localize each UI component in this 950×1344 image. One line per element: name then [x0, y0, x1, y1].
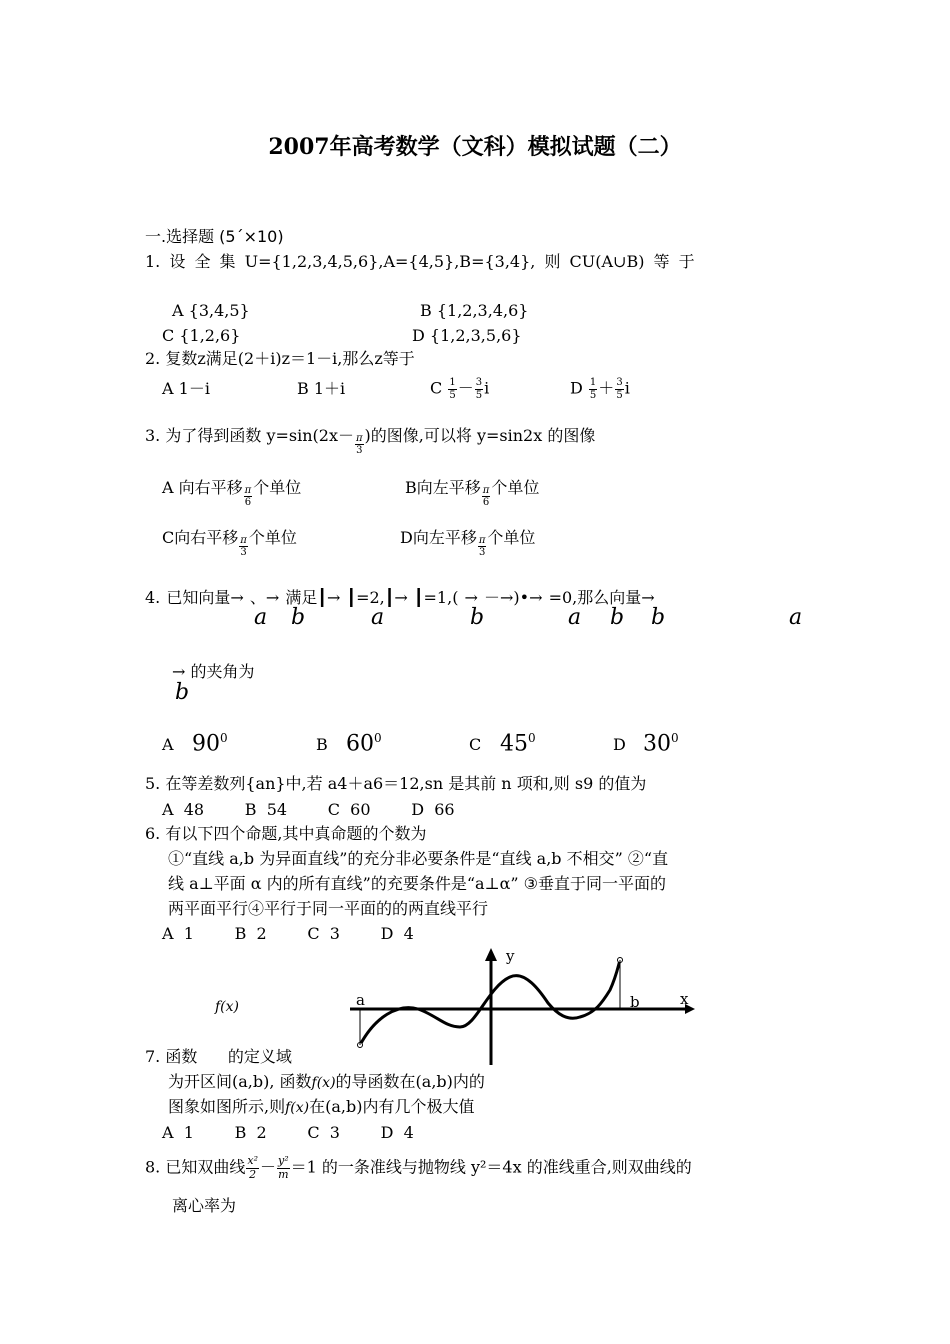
- q8-line2: 离心率为: [172, 1196, 237, 1215]
- q2-option-d: D $\frac{1}{5}$ ＋ $\frac{3}{5}$ i: [570, 377, 630, 401]
- q4-vec-a-1: a: [254, 605, 268, 630]
- q3-option-b: B向左平移 $\frac{\pi}{6}$ 个单位: [405, 478, 540, 508]
- q4-line2: → 的夹角为: [172, 662, 255, 681]
- q2-d-label: D: [570, 378, 583, 398]
- q6-line3: 两平面平行④平行于同一平面的的两直线平行: [168, 899, 489, 918]
- q3-option-c: C向右平移 $\frac{\pi}{3}$ 个单位: [162, 528, 297, 558]
- q8-stem: 8. 已知双曲线 $\frac{\text{x²}}{2}$ － $\frac{\text{y²}}{m}$ ＝1 的一条准线与抛物线 y²＝4x 的准线重合,则双曲线的: [145, 1154, 692, 1181]
- q4-option-c-value: $45^0$: [500, 731, 536, 757]
- q1-option-c: C {1,2,6}: [162, 326, 241, 345]
- q4-vec-a-3: a: [568, 605, 582, 630]
- q2-c-label: C: [430, 378, 443, 398]
- q3-stem: 3. 为了得到函数 y=sin(2x－ $\frac{\pi}{3}$ )的图像,可以将 y=sin2x 的图像: [145, 426, 596, 456]
- q4-vec-a-4: a: [789, 605, 803, 630]
- q4-vec-b-3: b: [610, 605, 625, 630]
- q2-c-frac2: $\frac{3}{5}$: [475, 377, 483, 401]
- label-a: a: [356, 991, 365, 1009]
- q3-option-d: D向左平移 $\frac{\pi}{3}$ 个单位: [400, 528, 536, 558]
- q2-option-a: A 1－i: [162, 379, 210, 398]
- label-x: x: [680, 990, 689, 1008]
- q7-line2: 为开区间(a,b), 函数f(x)的导函数在(a,b)内的: [168, 1072, 485, 1091]
- q5-stem: 5. 在等差数列{an}中,若 a4＋a6＝12,sn 是其前 n 项和,则 s9 的值为: [145, 774, 647, 793]
- q1-option-a: A {3,4,5}: [172, 301, 250, 320]
- q4-option-d-label: D: [613, 735, 626, 754]
- q6-line2: 线 a⊥平面 α 内的所有直线”的充要条件是“a⊥α” ③垂直于同一平面的: [168, 874, 667, 893]
- q1-option-d: D {1,2,3,5,6}: [412, 326, 522, 345]
- q6-stem: 6. 有以下四个命题,其中真命题的个数为: [145, 824, 427, 843]
- q7-options: A 1 B 2 C 3 D 4: [162, 1123, 414, 1142]
- q4-stem: 4. 已知向量→ 、→ 满足┃→ ┃=2,┃→ ┃=1,( → －→)•→ =0,那么向量→: [145, 588, 655, 607]
- q4-option-b-label: B: [316, 735, 328, 754]
- q7-stem: 7. 函数 的定义域: [145, 1047, 292, 1066]
- q2-d-frac1: $\frac{1}{5}$: [589, 377, 597, 401]
- q4-vec-b-4: b: [651, 605, 666, 630]
- label-b: b: [630, 993, 640, 1011]
- q4-vec-b-1: b: [291, 605, 306, 630]
- q4-option-a-value: $90^0$: [192, 731, 228, 757]
- q7-fx-label: f(x): [215, 999, 240, 1015]
- q4-option-c-label: C: [469, 735, 482, 754]
- q2-stem: 2. 复数z满足(2＋i)z＝1－i,那么z等于: [145, 349, 415, 368]
- q8-frac-y: $\frac{\text{y²}}{m}$: [278, 1154, 289, 1181]
- section-heading: 一.选择题 (5´×10): [145, 227, 284, 246]
- q4-vec-a-2: a: [371, 605, 385, 630]
- q7-line3: 图象如图所示,则f(x)在(a,b)内有几个极大值: [168, 1097, 475, 1116]
- q2-option-c: C $\frac{1}{5}$ － $\frac{3}{5}$ i: [430, 377, 490, 401]
- q2-option-b: B 1＋i: [297, 379, 346, 398]
- q2-c-frac1: $\frac{1}{5}$: [449, 377, 456, 401]
- q3-frac-pi-3: $\frac{\pi}{3}$: [355, 432, 363, 456]
- q1-stem: 1. 设 全 集 U={1,2,3,4,5,6},A={4,5},B={3,4}, 则 CU(A∪B) 等 于: [145, 252, 695, 271]
- label-y: y: [506, 947, 515, 965]
- q4-option-d-value: $30^0$: [643, 731, 679, 757]
- q5-options: A 48 B 54 C 60 D 66: [162, 800, 455, 819]
- q3-option-a: A 向右平移 $\frac{\pi}{6}$ 个单位: [162, 478, 302, 508]
- y-axis-arrow: [485, 948, 497, 961]
- q4-option-b-value: $60^0$: [346, 731, 382, 757]
- q4-vec-b-2: b: [470, 605, 485, 630]
- q6-line1: ①“直线 a,b 为异面直线”的充分非必要条件是“直线 a,b 不相交” ②“直: [168, 849, 669, 868]
- q8-frac-x: $\frac{\text{x²}}{2}$: [247, 1154, 258, 1181]
- q4-vec-b-5: b: [175, 680, 190, 705]
- q1-option-b: B {1,2,3,4,6}: [420, 301, 529, 320]
- q2-d-frac2: $\frac{3}{5}$: [616, 377, 623, 401]
- page-title: 2007年高考数学（文科）模拟试题（二）: [268, 134, 682, 160]
- q7-derivative-graph: [340, 945, 700, 1070]
- q4-option-a-label: A: [162, 735, 174, 754]
- q6-options: A 1 B 2 C 3 D 4: [162, 924, 414, 943]
